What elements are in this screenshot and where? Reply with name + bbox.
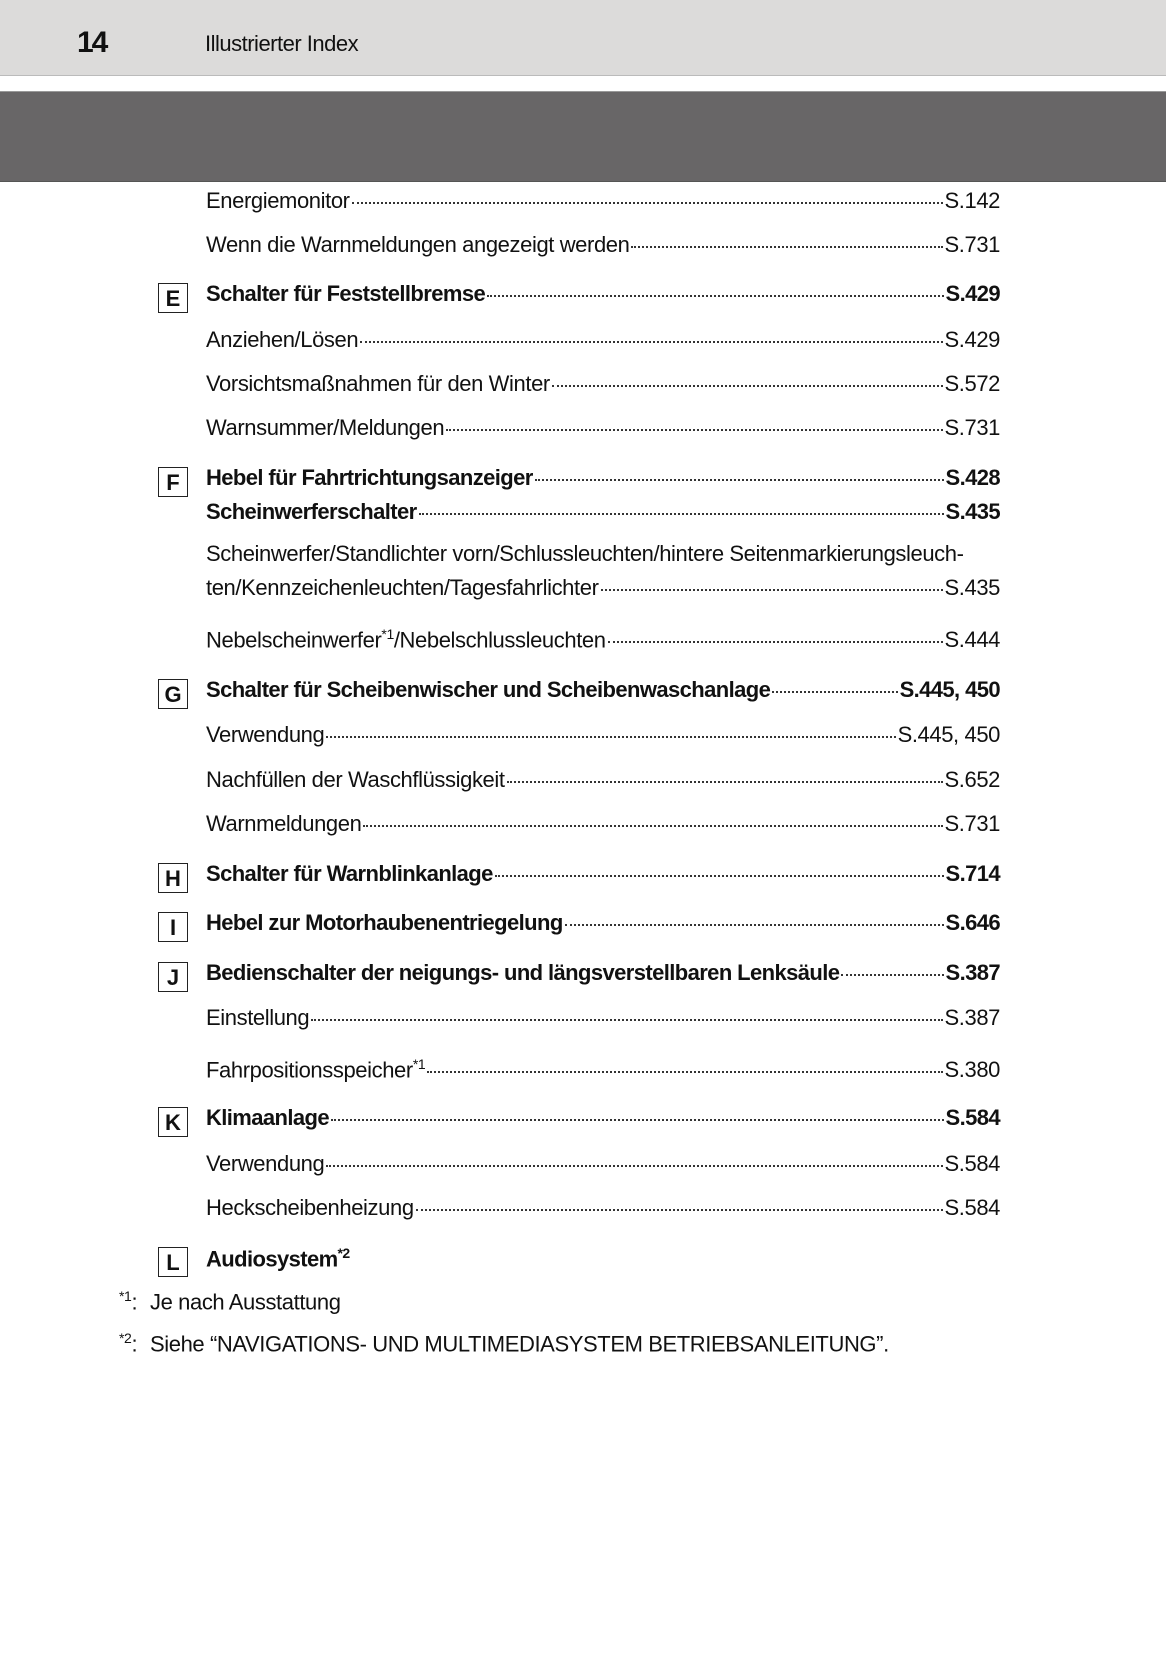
page-reference: S.444 (944, 627, 1000, 653)
page-reference: S.584 (945, 1105, 1000, 1130)
dot-leader (416, 1209, 943, 1211)
entry-label (206, 575, 599, 601)
footnote-ref: *1 (381, 626, 394, 642)
section-letter-box: F (158, 467, 188, 497)
dot-leader (772, 691, 897, 693)
entry-label-text: Fahrpositionsspeicher (206, 1057, 413, 1083)
page-title: Illustrierter Index (205, 31, 359, 56)
entry-label (206, 1195, 414, 1221)
page-reference: S.429 (944, 327, 1000, 352)
page-reference: S.445, 450 (899, 677, 1000, 702)
index-entry (206, 281, 1000, 307)
footnote-text: Je nach Ausstattung (150, 1289, 341, 1315)
entry-label-text: Schalter für Warnblinkanlage (206, 861, 493, 886)
index-entry (206, 722, 1000, 748)
page-reference: S.435 (944, 575, 1000, 600)
page-reference: S.380 (944, 1057, 1000, 1083)
section-letter-box: H (158, 863, 188, 893)
index-entry (206, 811, 1000, 837)
dot-leader (326, 736, 895, 738)
index-entry (206, 960, 1000, 986)
page-reference: S.387 (945, 960, 1000, 985)
index-entry (206, 1195, 1000, 1221)
footnote-ref: *1 (412, 1056, 426, 1072)
dot-leader (326, 1165, 942, 1167)
entry-label-text: Warnmeldungen (206, 811, 362, 836)
page-reference: S.584 (944, 1151, 1000, 1176)
dot-leader (487, 295, 943, 297)
index-entry (206, 677, 1000, 703)
page-reference: S.646 (945, 910, 1000, 935)
dot-leader (419, 513, 944, 515)
footnote-mark-text: *1 (119, 1288, 132, 1304)
entry-label (206, 1105, 329, 1131)
entry-label-text: Klimaanlage (206, 1105, 330, 1130)
page-reference: S.428 (945, 465, 1000, 490)
dot-leader (631, 246, 942, 248)
index-entry (206, 626, 1000, 653)
entry-label (206, 415, 444, 441)
entry-label (206, 1005, 309, 1031)
dot-leader (552, 385, 943, 387)
entry-label-text: Wenn die Warnmeldungen angezeigt werden (206, 232, 630, 257)
dot-leader (446, 429, 942, 431)
footnote (119, 1330, 889, 1357)
section-letter-box: I (158, 912, 188, 942)
entry-label-text: Nebelscheinwerfer (206, 627, 382, 653)
entry-label (206, 677, 770, 703)
page-reference: S.731 (944, 232, 1000, 257)
entry-label-text: Schalter für Feststellbremse (206, 281, 486, 306)
entry-label-text: Nachfüllen der Waschflüssigkeit (206, 767, 505, 792)
footnote-mark: $^{*2}$: (119, 1330, 138, 1357)
entry-label-line1: Scheinwerfer/Standlichter vorn/Schlussleuchten/hintere Seitenmarkierungsleuch- (206, 541, 964, 566)
page-reference: S.714 (945, 861, 1000, 886)
dot-leader (363, 825, 942, 827)
entry-label-text: ten/Kennzeichenleuchten/Tagesfahrlichter (206, 575, 599, 600)
section-letter-box: K (158, 1107, 188, 1137)
entry-label-text: Bedienschalter der neigungs- und längsverstellbaren Lenksäule (206, 960, 840, 985)
index-entry (206, 232, 1000, 258)
page-reference: S.731 (944, 811, 1000, 836)
page-reference: S.435 (945, 499, 1000, 524)
dot-leader (360, 341, 942, 343)
section-letter-box: L (158, 1247, 188, 1277)
page-reference: S.652 (944, 767, 1000, 792)
entry-label-text: Hebel für Fahrtrichtungsanzeiger (206, 465, 533, 490)
entry-label (206, 626, 606, 653)
page-reference: S.731 (944, 415, 1000, 440)
index-entry (206, 1056, 1000, 1083)
entry-label-text: Einstellung (206, 1005, 310, 1030)
dot-leader (331, 1119, 943, 1121)
entry-label-cont: /Nebelschlussleuchten (393, 627, 606, 653)
entry-label-text: Verwendung (206, 1151, 325, 1176)
page-reference: S.572 (944, 371, 1000, 396)
entry-label-text: Schalter für Scheibenwischer und Scheibenwaschanlage (206, 677, 771, 702)
entry-label-text: Scheinwerferschalter (206, 499, 417, 524)
section-letter-box: E (158, 283, 188, 313)
index-entry (206, 371, 1000, 397)
entry-label (206, 465, 533, 491)
entry-label (206, 960, 839, 986)
entry-label-text: Warnsummer/Meldungen (206, 415, 445, 440)
index-entry (206, 188, 1000, 214)
page-number: 14 (77, 26, 107, 59)
entry-label (206, 1151, 324, 1177)
index-entry (206, 499, 1000, 525)
dot-leader (495, 875, 944, 877)
section-band (0, 91, 1166, 182)
page-header (0, 0, 1166, 76)
dot-leader (427, 1071, 942, 1073)
entry-label (206, 188, 350, 214)
index-entry (206, 575, 1000, 601)
entry-label (206, 232, 629, 258)
page-reference: S.584 (944, 1195, 1000, 1220)
entry-label (206, 910, 563, 936)
index-entry (206, 1151, 1000, 1177)
dot-leader (535, 479, 944, 481)
entry-label (206, 861, 493, 887)
section-letter-box: G (158, 679, 188, 709)
entry-label (206, 281, 485, 307)
entry-label (206, 722, 324, 748)
entry-label-text: Heckscheibenheizung (206, 1195, 414, 1220)
entry-label (206, 327, 358, 353)
entry-label (206, 767, 505, 793)
page-reference: S.142 (944, 188, 1000, 213)
page-reference: S.445, 450 (897, 722, 1000, 747)
dot-leader (608, 641, 943, 643)
dot-leader (841, 974, 943, 976)
index-entry (206, 1005, 1000, 1031)
index-entry (206, 910, 1000, 936)
index-entry (206, 415, 1000, 441)
footnote-text: Siehe “NAVIGATIONS- UND MULTIMEDIASYSTEM BETRIEBSANLEITUNG”. (150, 1331, 889, 1357)
index-entry (206, 1105, 1000, 1131)
index-entry (206, 327, 1000, 353)
entry-label-text: Energiemonitor (206, 188, 350, 213)
page-reference: S.429 (945, 281, 1000, 306)
dot-leader (311, 1019, 942, 1021)
dot-leader (507, 781, 943, 783)
index-entry (206, 1245, 1000, 1272)
entry-label-text: Anziehen/Lösen (206, 327, 359, 352)
entry-label-text: Verwendung (206, 722, 325, 747)
dot-leader (352, 202, 943, 204)
entry-label (206, 1056, 425, 1083)
entry-label-text: Vorsichtsmaßnahmen für den Winter (206, 371, 550, 396)
entry-label-text: Hebel zur Motorhaubenentriegelung (206, 910, 563, 935)
index-entry (206, 861, 1000, 887)
footnote-mark: $^{*1}$: (119, 1288, 138, 1315)
footnote (119, 1288, 341, 1315)
entry-label-text: Audiosystem (206, 1246, 338, 1272)
entry-label (206, 1245, 350, 1272)
entry-label (206, 499, 417, 525)
footnote-mark-text: *2 (119, 1330, 132, 1346)
entry-label (206, 371, 550, 397)
section-letter-box: J (158, 962, 188, 992)
dot-leader (601, 589, 943, 591)
page-reference: S.387 (944, 1005, 1000, 1030)
dot-leader (565, 924, 944, 926)
index-entry (206, 767, 1000, 793)
index-entry (206, 465, 1000, 491)
footnote-ref: *2 (337, 1245, 350, 1261)
entry-label (206, 811, 361, 837)
